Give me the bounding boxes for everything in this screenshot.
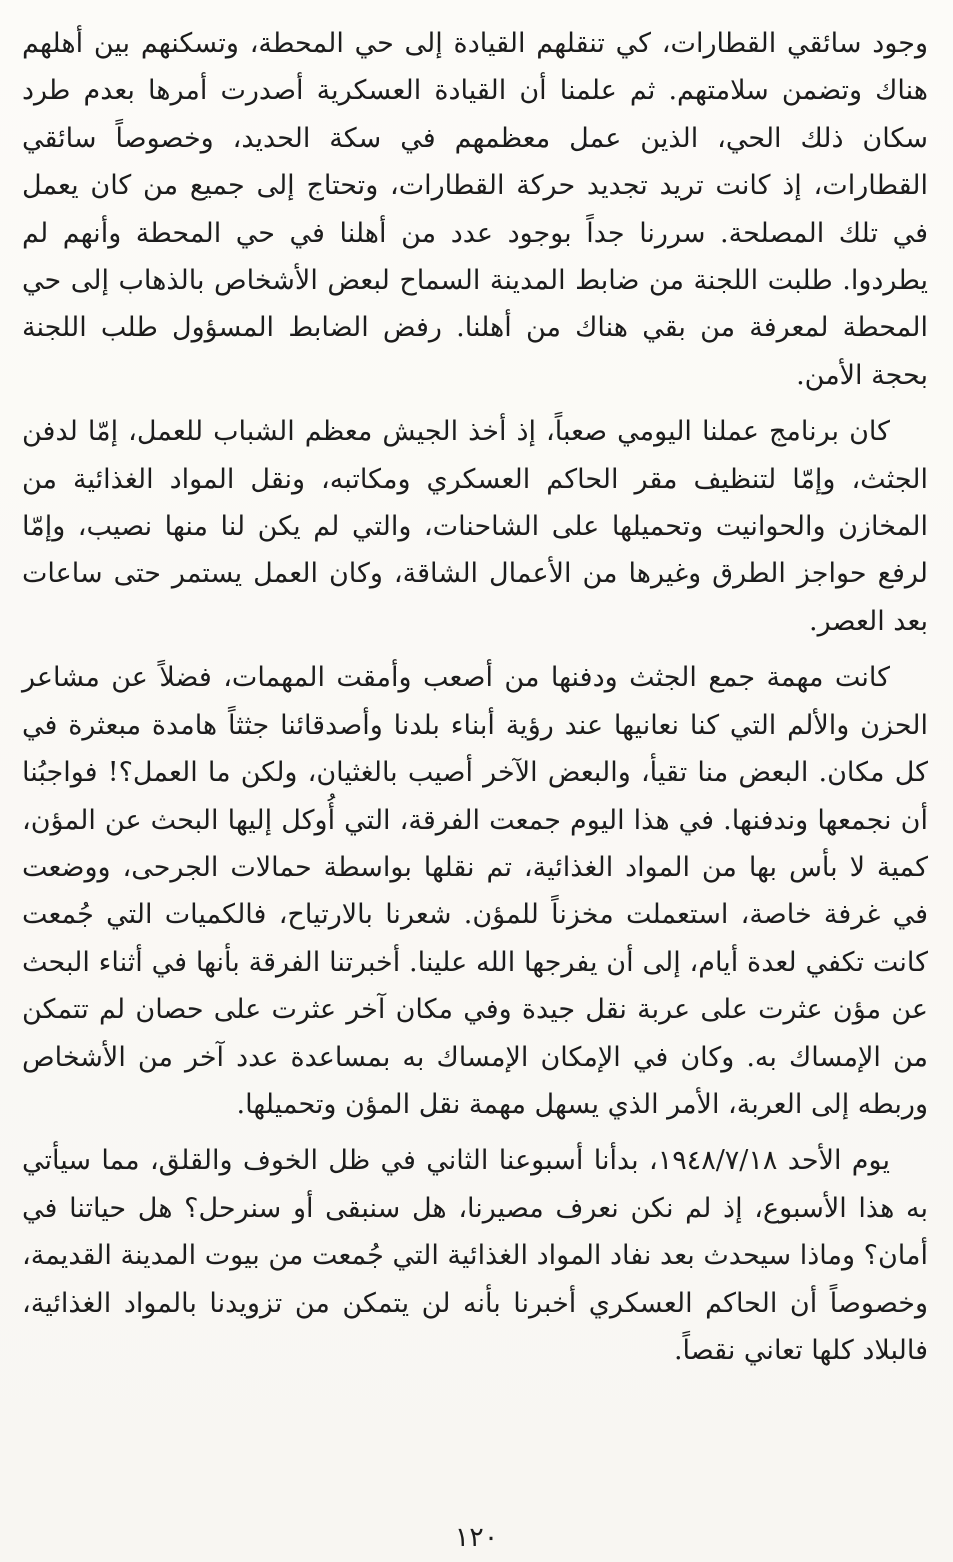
body-text xyxy=(22,20,928,1383)
paragraph-4: يوم الأحد ١٩٤٨/٧/١٨، بدأنا أسبوعنا الثاني في ظل الخوف والقلق، مما سيأتي به هذا الأسبوع، إذ لم نكن نعرف مصيرنا، هل سنبقى أو سنرحل؟ هل حياتنا في أمان؟ وماذا سيحدث بعد نفاد المواد الغذائية التي جُمعت من بيوت المدينة القديمة، وخصوصاً أن الحاكم العسكري أخبرنا بأنه لن يتمكن من تزويدنا بالمواد الغذائية، فالبلاد كلها تعاني نقصاً. xyxy=(22,1145,928,1366)
paragraph-2: كان برنامج عملنا اليومي صعباً، إذ أخذ الجيش معظم الشباب للعمل، إمّا لدفن الجثث، وإمّا لتنظيف مقر الحاكم العسكري ومكاتبه، ونقل المواد الغذائية من المخازن والحوانيت وتحميلها على الشاحنات، والتي لم يكن لنا منها نصيب، وإمّا لرفع حواجز الطرق وغيرها من الأعمال الشاقة، وكان العمل يستمر حتى ساعات بعد العصر. xyxy=(22,416,928,637)
paragraph-3: كانت مهمة جمع الجثث ودفنها من أصعب وأمقت المهمات، فضلاً عن مشاعر الحزن والألم التي كنا نعانيها عند رؤية أبناء بلدنا وأصدقائنا جثثاً هامدة مبعثرة في كل مكان. البعض منا تقيأ، والبعض الآخر أصيب بالغثيان، ولكن ما العمل؟! فواجبُنا أن نجمعها وندفنها. في هذا اليوم جمعت الفرقة، التي أُوكل إليها البحث عن المؤن، كمية لا بأس بها من المواد الغذائية، تم نقلها بواسطة حمالات الجرحى، ووضعت في غرفة خاصة، استعملت مخزناً للمؤن. شعرنا بالارتياح، فالكميات التي جُمعت كانت تكفي لعدة أيام، إلى أن يفرجها الله علينا. أخبرتنا الفرقة بأنها في أثناء البحث عن مؤن عثرت على عربة نقل جيدة وفي مكان آخر عثرت على حصان لم تتمكن من الإمساك به. وكان في الإمكان الإمساك به بمساعدة عدد آخر من الأشخاص وربطه إلى العربة، الأمر الذي يسهل مهمة نقل المؤن وتحميلها. xyxy=(22,662,928,1120)
page-number: ١٢٠ xyxy=(454,1522,499,1553)
paragraph-1: وجود سائقي القطارات، كي تنقلهم القيادة إلى حي المحطة، وتسكنهم بين أهلهم هناك وتضمن سلامتهم. ثم علمنا أن القيادة العسكرية أصدرت أمرها بعدم طرد سكان ذلك الحي، الذين عمل معظمهم في سكة الحديد، وخصوصاً سائقي القطارات، إذ كانت تريد تجديد حركة القطارات، وتحتاج إلى جميع من كان يعمل في تلك المصلحة. سررنا جداً بوجود عدد من أهلنا في حي المحطة وأنهم لم يطردوا. طلبت اللجنة من ضابط المدينة السماح لبعض الأشخاص بالذهاب إلى حي المحطة لمعرفة من بقي هناك من أهلنا. رفض الضابط المسؤول طلب اللجنة بحجة الأمن. xyxy=(22,28,928,391)
